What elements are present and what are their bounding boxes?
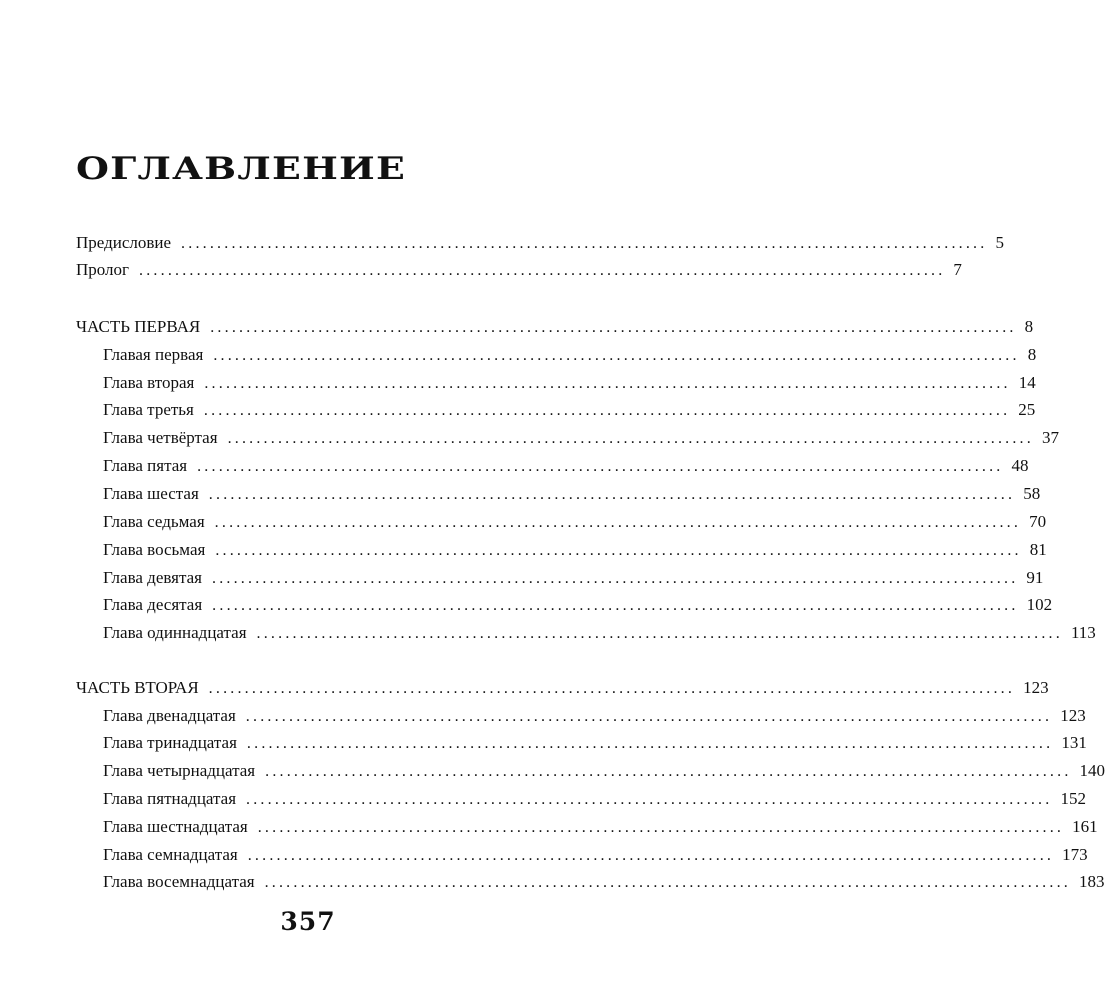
toc-leader-dots: ................................................................................................................ xyxy=(256,625,1063,642)
toc-entry-title: ЧАСТЬ ПЕРВАЯ xyxy=(76,317,201,336)
toc-leader-dots: ................................................................................................................ xyxy=(203,402,1011,419)
toc-entry xyxy=(103,871,1105,893)
toc-entry xyxy=(103,788,1086,810)
toc-entry-title: Глава одиннадцатая xyxy=(103,623,247,642)
toc-entry-title: Глава двенадцатая xyxy=(103,706,236,725)
toc-leader-dots: ................................................................................................................ xyxy=(245,708,1053,725)
toc-entry-title: Глава четвёртая xyxy=(103,428,218,447)
toc-entry-title: Глава шестнадцатая xyxy=(103,817,248,836)
toc-entry-page: 173 xyxy=(1062,845,1088,864)
toc-leader-dots: ................................................................................................................ xyxy=(197,458,1004,475)
toc-entry-page: 48 xyxy=(1011,456,1029,475)
toc-entry xyxy=(103,816,1098,838)
toc-entry xyxy=(103,732,1087,754)
toc-heading: ОГЛАВЛЕНИЕ xyxy=(76,151,407,187)
toc-entry xyxy=(103,344,1037,366)
toc-entry-page: 81 xyxy=(1029,540,1047,559)
toc-entry-page: 58 xyxy=(1023,484,1041,503)
toc-leader-dots: ................................................................................................................ xyxy=(215,542,1022,559)
toc-entry xyxy=(103,567,1044,589)
toc-entry-title: Глава четырнадцатая xyxy=(103,761,256,780)
toc-entry-title: Глава тринадцатая xyxy=(103,733,237,752)
toc-entry-title: Пролог xyxy=(76,260,130,279)
toc-entry xyxy=(103,594,1053,616)
toc-entry-title: Глава семнадцатая xyxy=(103,845,238,864)
toc-leader-dots: ................................................................................................................ xyxy=(265,763,1072,780)
toc-entry xyxy=(103,511,1047,533)
toc-leader-dots: ................................................................................................................ xyxy=(139,262,946,279)
toc-entry-page: 8 xyxy=(1027,345,1037,364)
toc-entry-page: 123 xyxy=(1060,706,1086,725)
toc-entry xyxy=(103,399,1036,421)
toc-entry-title: Предисловие xyxy=(76,233,172,252)
page-number: 357 xyxy=(280,907,336,936)
toc-entry xyxy=(76,232,1004,254)
toc-entry xyxy=(76,316,1034,338)
toc-entry xyxy=(76,677,1049,699)
toc-entry-title: Глава вторая xyxy=(103,373,195,392)
toc-entry-title: Главая первая xyxy=(103,345,204,364)
toc-entry-page: 113 xyxy=(1070,623,1096,642)
toc-leader-dots: ................................................................................................................ xyxy=(210,319,1017,336)
toc-leader-dots: ................................................................................................................ xyxy=(264,874,1071,891)
toc-entry-page: 8 xyxy=(1024,317,1034,336)
toc-leader-dots: ................................................................................................................ xyxy=(208,486,1016,503)
toc-leader-dots: ................................................................................................................ xyxy=(246,735,1054,752)
toc-entry-page: 14 xyxy=(1018,373,1036,392)
toc-entry-title: Глава шестая xyxy=(103,484,199,503)
toc-entry-page: 152 xyxy=(1060,789,1086,808)
toc-leader-dots: ................................................................................................................ xyxy=(212,597,1019,614)
toc-entry xyxy=(103,760,1105,782)
toc-entry-title: Глава восьмая xyxy=(103,540,206,559)
toc-entry-page: 183 xyxy=(1078,872,1105,891)
toc-entry-title: Глава третья xyxy=(103,400,194,419)
toc-leader-dots: ................................................................................................................ xyxy=(208,680,1016,697)
toc-entry-title: ЧАСТЬ ВТОРАЯ xyxy=(76,678,199,697)
toc-entry-page: 37 xyxy=(1041,428,1059,447)
toc-leader-dots: ................................................................................................................ xyxy=(246,791,1053,808)
toc-entry-page: 102 xyxy=(1026,595,1053,614)
toc-entry xyxy=(103,622,1096,644)
toc-entry-page: 140 xyxy=(1079,761,1105,780)
toc-leader-dots: ................................................................................................................ xyxy=(227,430,1034,447)
toc-leader-dots: ................................................................................................................ xyxy=(257,819,1065,836)
toc-entry-page: 5 xyxy=(995,233,1004,252)
toc-leader-dots: ................................................................................................................ xyxy=(247,847,1055,864)
toc-entry xyxy=(103,844,1088,866)
toc-leader-dots: ................................................................................................................ xyxy=(204,375,1011,392)
toc-entry-page: 123 xyxy=(1023,678,1049,697)
toc-leader-dots: ................................................................................................................ xyxy=(181,235,988,252)
toc-entry-page: 161 xyxy=(1072,817,1098,836)
toc-entry-title: Глава пятнадцатая xyxy=(103,789,237,808)
toc-leader-dots: ................................................................................................................ xyxy=(213,347,1020,364)
toc-entry-page: 25 xyxy=(1018,400,1036,419)
toc-entry-page: 70 xyxy=(1029,512,1047,531)
toc-entry xyxy=(103,483,1041,505)
toc-entry-page: 131 xyxy=(1061,733,1087,752)
toc-entry-title: Глава десятая xyxy=(103,595,203,614)
toc-leader-dots: ................................................................................................................ xyxy=(214,514,1022,531)
toc-entry-title: Глава пятая xyxy=(103,456,188,475)
toc-entry-title: Глава седьмая xyxy=(103,512,205,531)
toc-entry xyxy=(103,455,1029,477)
toc-entry-title: Глава восемнадцатая xyxy=(103,872,255,891)
toc-entry xyxy=(76,259,962,281)
toc-leader-dots: ................................................................................................................ xyxy=(212,570,1019,587)
toc-entry xyxy=(103,427,1059,449)
toc-entry xyxy=(103,372,1036,394)
toc-entry-title: Глава девятая xyxy=(103,568,202,587)
toc-entry xyxy=(103,705,1086,727)
toc-entry-page: 91 xyxy=(1026,568,1044,587)
toc-entry xyxy=(103,539,1047,561)
toc-entry-page: 7 xyxy=(953,260,962,279)
